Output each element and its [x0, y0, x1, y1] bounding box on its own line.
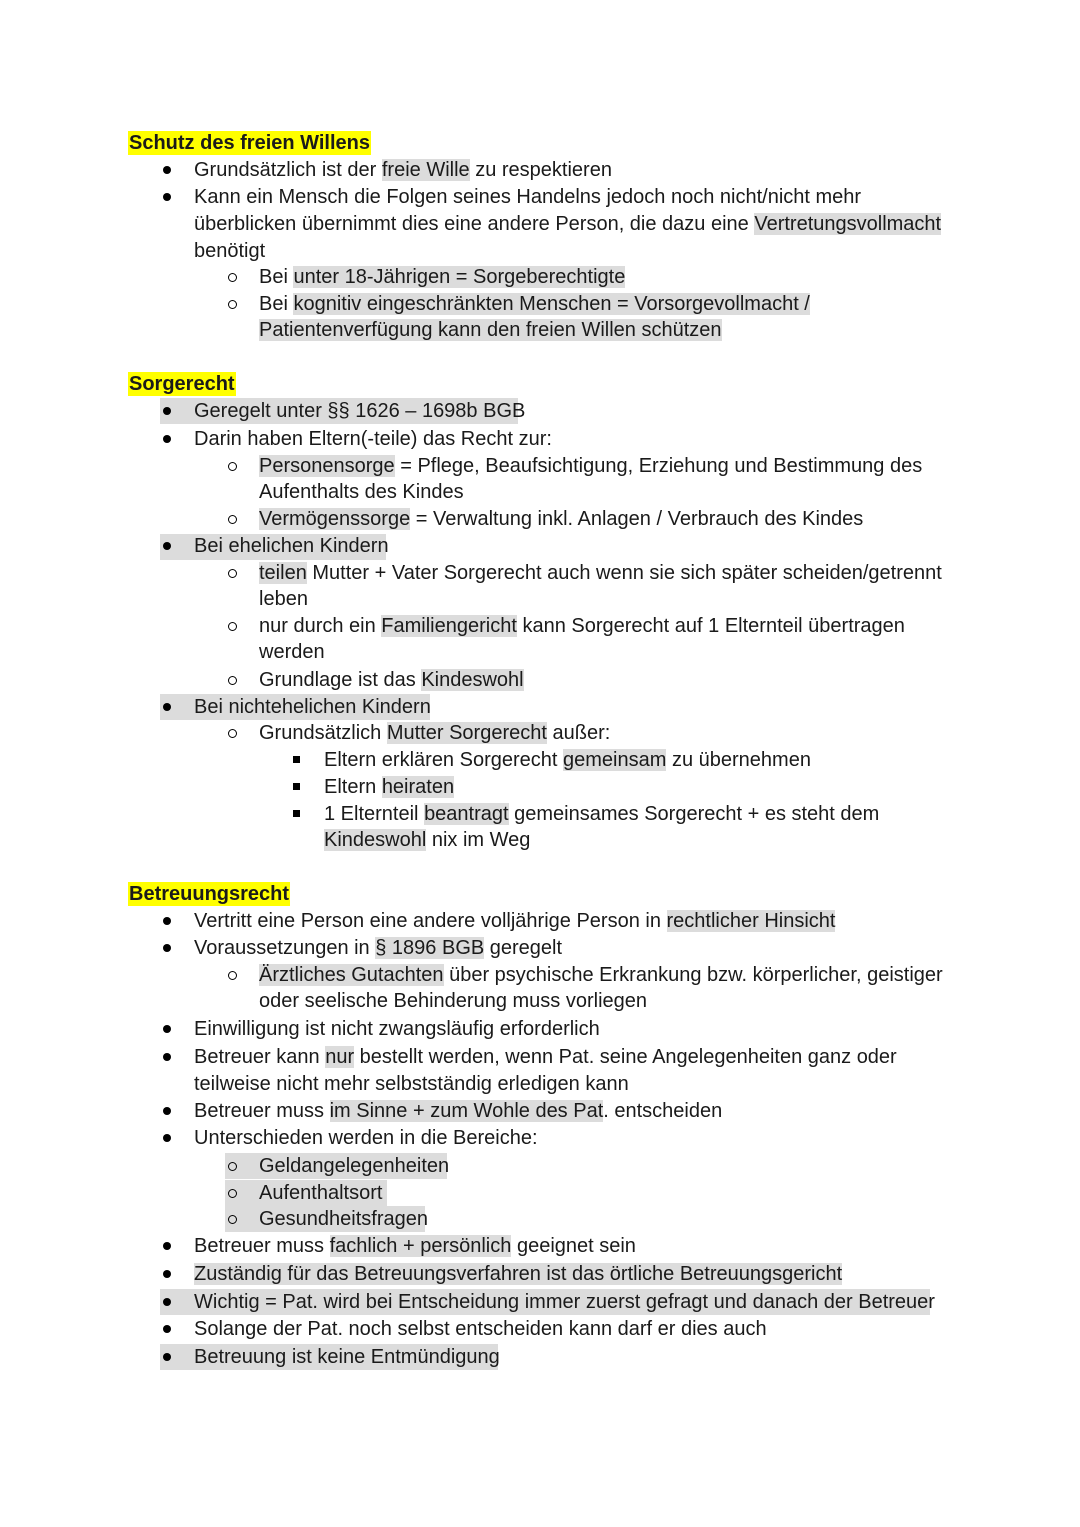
circle-bullet-icon [228, 1189, 237, 1198]
text-line: Ärztliches Gutachten über psychische Erkrankung bzw. körperlicher, geistiger [259, 964, 943, 986]
bullet-icon [163, 435, 171, 443]
bullet-icon [163, 1353, 171, 1361]
circle-bullet-icon [228, 569, 237, 578]
bullet-icon [163, 1053, 171, 1061]
circle-bullet-icon [228, 622, 237, 631]
bullet-icon [163, 703, 171, 711]
text-line: Gesundheitsfragen [259, 1208, 429, 1230]
bullet-icon [163, 1325, 171, 1333]
text-line: Grundsätzlich ist der freie Wille zu respektieren [194, 159, 612, 181]
circle-bullet-icon [228, 676, 237, 685]
bullet-icon [163, 1298, 171, 1306]
section-heading-schutz: Schutz des freien Willens [129, 132, 370, 154]
square-bullet-icon [293, 783, 300, 790]
text-line: Grundlage ist das Kindeswohl [259, 669, 524, 691]
text-line: Vermögenssorge = Verwaltung inkl. Anlagen / Verbrauch des Kindes [259, 508, 864, 530]
bullet-icon [163, 1025, 171, 1033]
text-line: Solange der Pat. noch selbst entscheiden kann darf er dies auch [194, 1318, 767, 1340]
circle-bullet-icon [228, 1215, 237, 1224]
text-line: Aufenthaltsort [259, 1182, 383, 1204]
bullet-icon [163, 166, 171, 174]
text-line: oder seelische Behinderung muss vorliegen [259, 990, 648, 1012]
text-line: werden [259, 641, 325, 663]
circle-bullet-icon [228, 971, 237, 980]
bullet-icon [163, 1242, 171, 1250]
text-line: Unterschieden werden in die Bereiche: [194, 1127, 538, 1149]
bullet-icon [163, 1134, 171, 1142]
text-line: teilweise nicht mehr selbstständig erledigen kann [194, 1073, 629, 1095]
text-line: überblicken übernimmt dies eine andere Person, die dazu eine Vertretungsvollmacht [194, 213, 942, 235]
section-heading-betreuungsrecht: Betreuungsrecht [129, 883, 290, 905]
text-line: leben [259, 588, 308, 610]
text-line: Eltern erklären Sorgerecht gemeinsam zu übernehmen [324, 749, 811, 771]
text-line: Patientenverfügung kann den freien Willen schützen [259, 319, 722, 341]
text-line: Betreuung ist keine Entmündigung [194, 1346, 500, 1368]
text-line: Darin haben Eltern(-teile) das Recht zur: [194, 428, 552, 450]
text-line: Kindeswohl nix im Weg [324, 829, 531, 851]
text-line: Geldangelegenheiten [259, 1155, 450, 1177]
text-line: Einwilligung ist nicht zwangsläufig erforderlich [194, 1018, 600, 1040]
text-line: Bei nichtehelichen Kindern [194, 696, 431, 718]
bullet-icon [163, 917, 171, 925]
circle-bullet-icon [228, 1162, 237, 1171]
text-line: teilen Mutter + Vater Sorgerecht auch wenn sie sich später scheiden/getrennt [259, 562, 942, 584]
text-line: Zuständig für das Betreuungsverfahren ist das örtliche Betreuungsgericht [194, 1263, 843, 1285]
text-line: Eltern heiraten [324, 776, 455, 798]
text-line: Bei kognitiv eingeschränkten Menschen = Vorsorgevollmacht / [259, 293, 810, 315]
text-line: benötigt [194, 240, 266, 262]
bullet-icon [163, 542, 171, 550]
text-line: Personensorge = Pflege, Beaufsichtigung, Erziehung und Bestimmung des [259, 455, 923, 477]
circle-bullet-icon [228, 515, 237, 524]
text-line: Voraussetzungen in § 1896 BGB geregelt [194, 937, 563, 959]
circle-bullet-icon [228, 273, 237, 282]
text-line: Betreuer muss im Sinne + zum Wohle des Pat. entscheiden [194, 1100, 723, 1122]
square-bullet-icon [293, 810, 300, 817]
text-line: Bei unter 18-Jährigen = Sorgeberechtigte [259, 266, 626, 288]
bullet-icon [163, 407, 171, 415]
bullet-icon [163, 1107, 171, 1115]
text-line: 1 Elternteil beantragt gemeinsames Sorgerecht + es steht dem [324, 803, 880, 825]
text-line: Vertritt eine Person eine andere volljährige Person in rechtlicher Hinsicht [194, 910, 836, 932]
text-line: Geregelt unter §§ 1626 – 1698b BGB [194, 400, 526, 422]
text-line: nur durch ein Familiengericht kann Sorgerecht auf 1 Elternteil übertragen [259, 615, 905, 637]
bullet-icon [163, 1270, 171, 1278]
text-line: Kann ein Mensch die Folgen seines Handelns jedoch noch nicht/nicht mehr [194, 186, 862, 208]
circle-bullet-icon [228, 729, 237, 738]
circle-bullet-icon [228, 462, 237, 471]
circle-bullet-icon [228, 300, 237, 309]
text-line: Wichtig = Pat. wird bei Entscheidung immer zuerst gefragt und danach der Betreuer [194, 1291, 935, 1313]
section-heading-sorgerecht: Sorgerecht [129, 373, 235, 395]
text-line: Betreuer kann nur bestellt werden, wenn Pat. seine Angelegenheiten ganz oder [194, 1046, 897, 1068]
text-line: Betreuer muss fachlich + persönlich geeignet sein [194, 1235, 636, 1257]
bullet-icon [163, 944, 171, 952]
square-bullet-icon [293, 756, 300, 763]
bullet-icon [163, 193, 171, 201]
text-line: Bei ehelichen Kindern [194, 535, 389, 557]
text-line: Grundsätzlich Mutter Sorgerecht außer: [259, 722, 611, 744]
text-line: Aufenthalts des Kindes [259, 481, 464, 503]
